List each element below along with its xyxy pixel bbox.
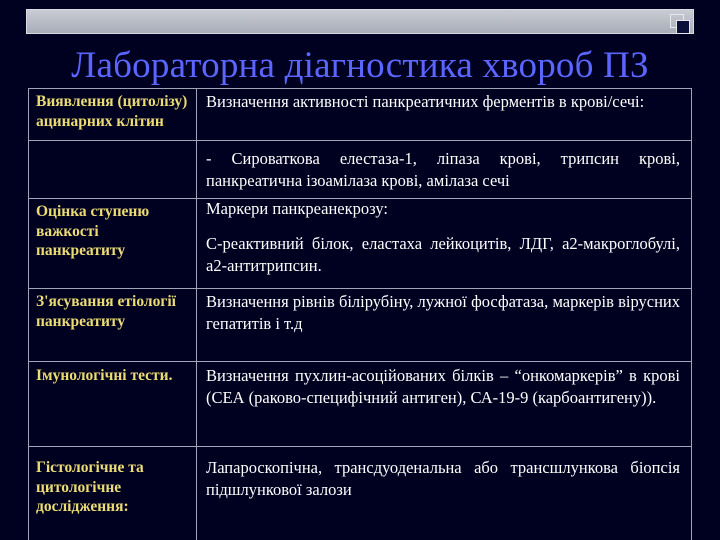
grid-line: [196, 88, 197, 540]
top-decorative-bar: [26, 9, 694, 34]
table-row-text: Визначення рівнів білірубіну, лужної фосфатаза, маркерів вірусних гепатитів і т.д: [206, 292, 680, 333]
table-row-label: З'ясування етіології панкреатиту: [36, 293, 176, 330]
diagnostics-table: [28, 88, 692, 540]
table-row-label: Імунологічні тести.: [36, 367, 173, 384]
grid-line: [28, 140, 692, 141]
table-row-text: Маркери панкреанекрозу:: [206, 199, 388, 218]
grid-line: [28, 288, 692, 289]
grid-line: [28, 88, 29, 540]
slide-title: Лабораторна діагностика хвороб ПЗ: [71, 45, 649, 86]
table-row-text: Визначення активності панкреатичних ферментів в крові/сечі:: [206, 92, 645, 111]
table-row-text: Визначення пухлин-асоційованих білків – “онкомаркерів” в крові (СЕА (раково-специфічний антиген), СА-19-9 (карбоантигену)).: [206, 366, 680, 407]
table-row-text: - Сироваткова елестаза-1, ліпаза крові, трипсин крові, панкреатична ізоамілаза крові, амілаза сечі: [206, 149, 680, 190]
table-row-text: С-реактивний білок, еластаха лейкоцитів, ЛДГ, а2-макроглобулі, а2-антитрипсин.: [206, 234, 680, 275]
grid-line: [28, 361, 692, 362]
grid-line: [28, 88, 692, 89]
grid-line: [28, 446, 692, 447]
corner-squares-icon: [670, 14, 689, 33]
grid-line: [691, 88, 692, 540]
table-row-text: Лапароскопічна, трансдуоденальна або транcшлункова біопсія підшлункової залози: [206, 458, 680, 499]
table-row-label: Оцінка ступеню важкості панкреатиту: [36, 203, 150, 259]
table-row-label: Гістологічне та цитологічне дослідження:: [36, 459, 144, 515]
table-row-label: Виявлення (цитолізу) ацинарних клітин: [36, 93, 188, 130]
